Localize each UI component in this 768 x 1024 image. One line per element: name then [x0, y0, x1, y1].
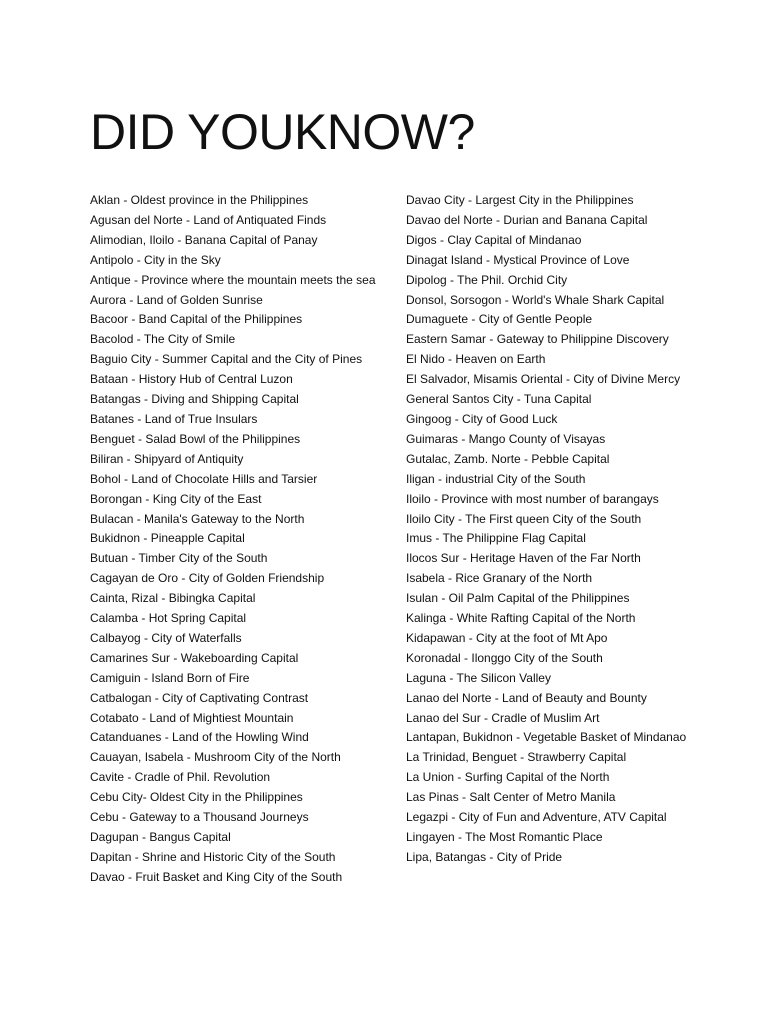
- list-item: Batanes - Land of True Insulars: [90, 411, 258, 426]
- list-item: Catanduanes - Land of the Howling Wind: [90, 730, 309, 745]
- list-item: Calbayog - City of Waterfalls: [90, 630, 242, 645]
- list-item: Baguio City - Summer Capital and the City of Pines: [90, 352, 363, 367]
- left-column-list: [90, 191, 380, 888]
- list-item: Cebu - Gateway to a Thousand Journeys: [90, 810, 309, 825]
- list-item: Iligan - industrial City of the South: [406, 471, 586, 486]
- list-item: Alimodian, Iloilo - Banana Capital of Panay: [90, 232, 318, 247]
- list-item: Gingoog - City of Good Luck: [406, 411, 558, 426]
- list-item: Bacolod - The City of Smile: [90, 332, 236, 347]
- list-item: Camarines Sur - Wakeboarding Capital: [90, 650, 299, 665]
- list-item: Laguna - The Silicon Valley: [406, 670, 551, 685]
- list-item: Lipa, Batangas - City of Pride: [406, 849, 563, 864]
- list-item: Aurora - Land of Golden Sunrise: [90, 292, 263, 307]
- list-item: Davao City - Largest City in the Philippines: [406, 193, 634, 207]
- list-item: Davao del Norte - Durian and Banana Capital: [406, 212, 648, 227]
- list-item: Bacoor - Band Capital of the Philippines: [90, 312, 303, 327]
- list-item: Dagupan - Bangus Capital: [90, 830, 231, 844]
- list-item: Camiguin - Island Born of Fire: [90, 670, 250, 685]
- list-item: Lanao del Norte - Land of Beauty and Bounty: [406, 690, 647, 705]
- list-item: Donsol, Sorsogon - World's Whale Shark Capital: [406, 292, 665, 307]
- list-item: Aklan - Oldest province in the Philippines: [90, 193, 309, 207]
- list-item: Cauayan, Isabela - Mushroom City of the North: [90, 750, 341, 765]
- list-item: Iloilo City - The First queen City of the South: [406, 511, 642, 526]
- list-item: Legazpi - City of Fun and Adventure, ATV Capital: [406, 810, 667, 825]
- list-item: General Santos City - Tuna Capital: [406, 392, 592, 407]
- list-item: Las Pinas - Salt Center of Metro Manila: [406, 790, 616, 805]
- list-item: El Salvador, Misamis Oriental - City of Divine Mercy: [406, 372, 681, 387]
- list-item: Batangas - Diving and Shipping Capital: [90, 392, 299, 407]
- list-item: Bulacan - Manila's Gateway to the North: [90, 511, 305, 526]
- list-item: Digos - Clay Capital of Mindanao: [406, 232, 582, 247]
- list-item: Dumaguete - City of Gentle People: [406, 312, 593, 327]
- list-item: Koronadal - Ilonggo City of the South: [406, 650, 603, 665]
- list-item: Eastern Samar - Gateway to Philippine Discovery: [406, 332, 669, 347]
- list-item: El Nido - Heaven on Earth: [406, 352, 546, 367]
- list-item: Isulan - Oil Palm Capital of the Philippines: [406, 591, 630, 606]
- list-item: Bohol - Land of Chocolate Hills and Tarsier: [90, 471, 318, 486]
- list-item: Dapitan - Shrine and Historic City of the South: [90, 849, 336, 864]
- list-item: Dipolog - The Phil. Orchid City: [406, 272, 568, 287]
- list-item: Antipolo - City in the Sky: [90, 252, 221, 267]
- list-item: Lanao del Sur - Cradle of Muslim Art: [406, 710, 600, 725]
- list-item: Cagayan de Oro - City of Golden Friendship: [90, 571, 325, 586]
- list-item: Antique - Province where the mountain meets the sea: [90, 272, 376, 287]
- list-item: Calamba - Hot Spring Capital: [90, 611, 247, 626]
- list-item: Cebu City- Oldest City in the Philippines: [90, 790, 303, 805]
- list-item: Gutalac, Zamb. Norte - Pebble Capital: [406, 451, 610, 466]
- list-item: Borongan - King City of the East: [90, 491, 262, 506]
- page-title: DID YOUKNOW?: [90, 104, 475, 160]
- list-item: Isabela - Rice Granary of the North: [406, 571, 593, 586]
- list-item: Imus - The Philippine Flag Capital: [406, 531, 586, 546]
- list-item: Cavite - Cradle of Phil. Revolution: [90, 770, 271, 785]
- list-item: Lingayen - The Most Romantic Place: [406, 830, 603, 844]
- list-item: Agusan del Norte - Land of Antiquated Finds: [90, 212, 327, 227]
- list-item: Ilocos Sur - Heritage Haven of the Far North: [406, 551, 641, 566]
- list-item: La Union - Surfing Capital of the North: [406, 770, 610, 785]
- list-item: Bukidnon - Pineapple Capital: [90, 531, 245, 546]
- list-item: Cainta, Rizal - Bibingka Capital: [90, 591, 256, 606]
- list-item: Biliran - Shipyard of Antiquity: [90, 451, 244, 466]
- list-item: Butuan - Timber City of the South: [90, 551, 268, 566]
- list-item: Kidapawan - City at the foot of Mt Apo: [406, 630, 608, 645]
- list-item: Catbalogan - City of Captivating Contrast: [90, 690, 309, 705]
- list-item: Bataan - History Hub of Central Luzon: [90, 372, 293, 387]
- list-item: Kalinga - White Rafting Capital of the North: [406, 611, 636, 626]
- list-item: Cotabato - Land of Mightiest Mountain: [90, 710, 294, 725]
- list-item: Lantapan, Bukidnon - Vegetable Basket of Mindanao: [406, 730, 687, 745]
- list-item: Benguet - Salad Bowl of the Philippines: [90, 431, 301, 446]
- list-item: Davao - Fruit Basket and King City of the South: [90, 869, 343, 884]
- right-column-list: [406, 191, 696, 868]
- list-item: Dinagat Island - Mystical Province of Love: [406, 252, 630, 267]
- list-item: Iloilo - Province with most number of barangays: [406, 491, 659, 506]
- list-item: La Trinidad, Benguet - Strawberry Capital: [406, 750, 627, 765]
- list-item: Guimaras - Mango County of Visayas: [406, 431, 606, 446]
